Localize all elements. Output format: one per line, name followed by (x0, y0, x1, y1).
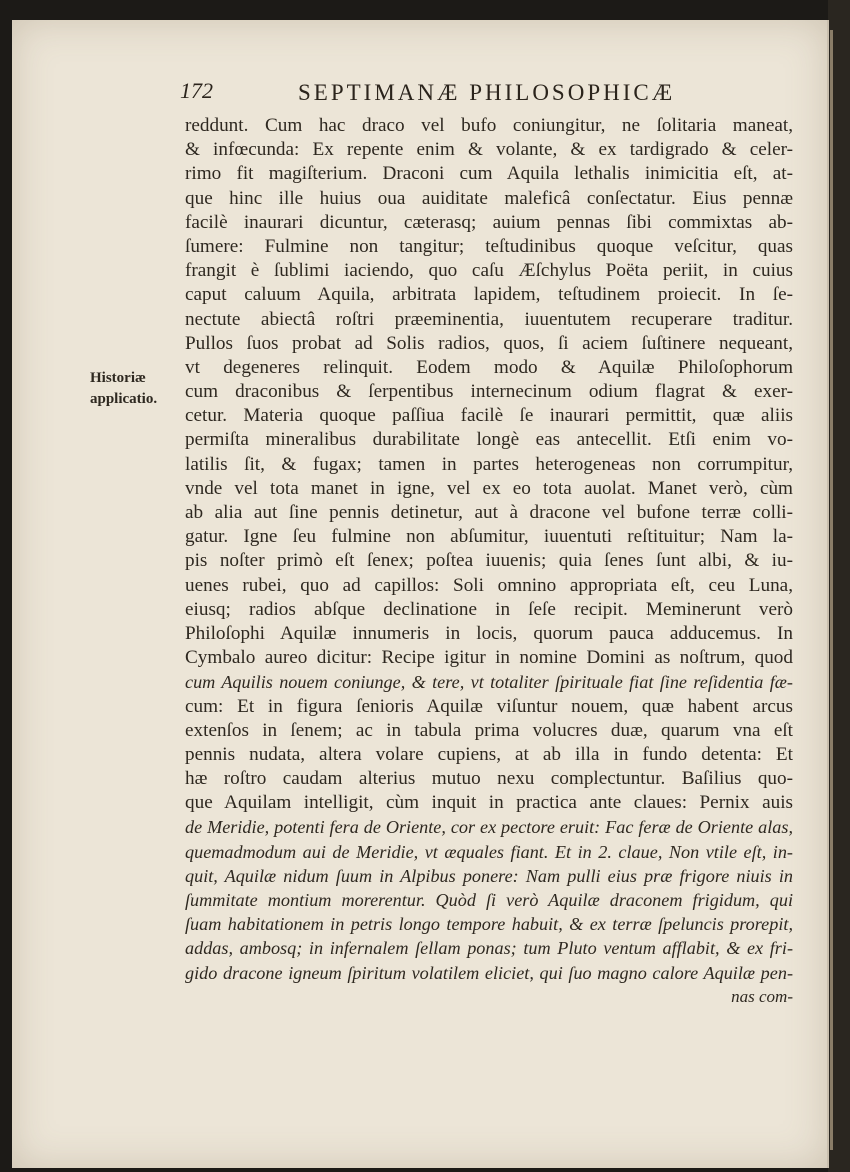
text-line: reddunt. Cum hac draco vel bufo coniungitur, ne ſolitaria maneat, (185, 115, 793, 136)
text-line: extenſos in ſenem; ac in tabula prima volucres duæ, quarum vna eſt (185, 719, 793, 741)
text-line: Cymbalo aureo dicitur: Recipe igitur in nomine Domini as noſtrum, quod (185, 647, 793, 669)
text-line: frangit è ſublimi iaciendo, quo caſu Æſchylus Poëta periit, in cuius (185, 260, 793, 282)
text-line: eiusq; radios abſque declinatione in ſeſe recipit. Meminerunt verò (185, 598, 793, 620)
marginal-note-line: Historiæ (90, 370, 146, 386)
text-line: Philoſophi Aquilæ innumeris in locis, quorum pauca adducemus. In (185, 622, 793, 644)
text-line: que hinc ille huius oua auiditate maleficâ conſectatur. Eius pennæ (185, 187, 793, 209)
text-line: caput caluum Aquila, arbitrata lapidem, teſtudinem proiecit. In ſe- (185, 284, 793, 306)
running-head: SEPTIMANÆ PHILOSOPHICÆ (298, 80, 676, 105)
text-line: ab alia aut ſine pennis detinetur, aut à dracone vel bufone terræ colli- (185, 502, 793, 523)
text-line: ſuam habitationem in petris longo tempore habuit, & ex terræ ſpeluncis prorepit, (185, 914, 793, 935)
text-line: rimo fit magiſterium. Draconi cum Aquila lethalis inimicitia eſt, at- (185, 163, 793, 185)
text-line: cetur. Materia quoque paſſiua facilè ſe inaurari permittit, quæ aliis (185, 405, 793, 427)
text-line: quit, Aquilæ nidum ſuum in Alpibus ponere: Nam pulli eius præ frigore niuis in (185, 865, 793, 886)
text-line: permiſta mineralibus durabilitate longè eas antecellit. Etſi enim vo- (185, 429, 793, 451)
text-line: de Meridie, potenti fera de Oriente, cor ex pectore eruit: Fac feræ de Oriente alas, (185, 817, 793, 838)
text-line: pis noſter primò eſt ſenex; poſtea iuuenis; quia ſenes ſunt albi, & iu- (185, 550, 793, 572)
text-line: ſummitate montium morerentur. Quòd ſi verò Aquilæ draconem frigidum, qui (185, 890, 793, 910)
text-line: cum: Et in figura ſenioris Aquilæ viſuntur nouem, quæ habent arcus (185, 695, 793, 717)
text-line: vt degeneres relinquit. Eodem modo & Aquilæ Philoſophorum (185, 356, 793, 378)
page-edge (830, 30, 833, 1150)
text-line: nectute abiectâ roſtri præeminentia, iuuentutem recuperare traditur. (185, 308, 793, 330)
text-line: uenes rubei, quo ad capillos: Soli omnino appropriata eſt, ceu Luna, (185, 574, 793, 596)
text-line: latilis ſit, & fugax; tamen in partes heterogeneas non corrumpitur, (185, 453, 793, 475)
catchword: nas com- (731, 986, 793, 1006)
text-line: facilè inaurari dicuntur, cæterasq; auium pennas ſibi commixtas ab- (185, 211, 793, 233)
text-line: gatur. Igne ſeu fulmine non abſumitur, iuuentuti reſtituitur; Nam la- (185, 526, 793, 548)
text-line: cum draconibus & ſerpentibus internecinum odium flagrat & exer- (185, 381, 793, 403)
body-text (185, 114, 793, 1009)
text-line: addas, ambosq; in infernalem ſellam ponas; tum Pluto ventum afflabit, & ex fri- (185, 938, 793, 959)
page-header (180, 78, 700, 108)
marginal-note (90, 368, 180, 410)
marginal-note-line: applicatio. (90, 391, 158, 407)
text-line: Pullos ſuos probat ad Solis radios, quos, ſi aciem ſuſtinere nequeant, (185, 332, 793, 354)
text-line: quemadmodum aui de Meridie, vt æquales fiant. Et in 2. claue, Non vtile eſt, in- (185, 841, 793, 862)
text-line: gido dracone igneum ſpiritum volatilem eliciet, qui ſuo magno calore Aquilæ pen- (185, 962, 793, 983)
page-number: 172 (180, 78, 213, 103)
scan-border (828, 0, 850, 1172)
text-line: cum Aquilis nouem coniunge, & tere, vt totaliter ſpirituale fiat ſine reſidentia fæ- (185, 672, 793, 693)
text-line: hæ roſtro caudam alterius mutuo nexu complectuntur. Baſilius quo- (185, 768, 793, 790)
text-line: ſumere: Fulmine non tangitur; teſtudinibus quoque veſcitur, quas (185, 235, 793, 257)
text-line: vnde vel tota manet in igne, vel ex eo tota auolat. Manet verò, cùm (185, 477, 793, 499)
text-line: que Aquilam intelligit, cùm inquit in practica ante claues: Pernix auis (185, 792, 793, 814)
text-line: pennis nudata, altera volare cupiens, at ab illa in fundo detenta: Et (185, 743, 793, 765)
text-line: & infœcunda: Ex repente enim & volante, & ex tardigrado & celer- (185, 139, 793, 161)
